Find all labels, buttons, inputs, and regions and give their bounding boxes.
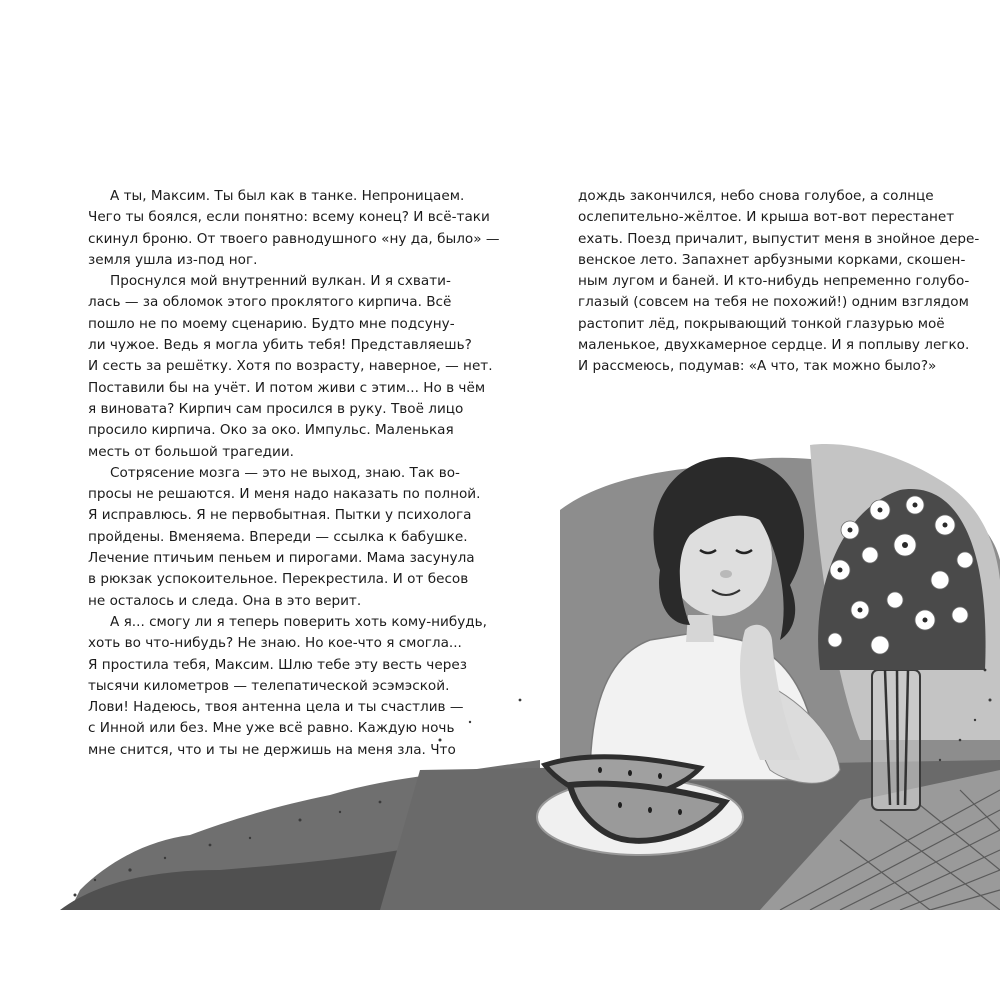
text-line: Я исправлюсь. Я не первобытная. Пытки у психолога <box>88 507 472 524</box>
text-line: ехать. Поезд причалит, выпустит меня в знойное дере- <box>578 230 980 247</box>
text-line: маленькое, двухкамерное сердце. И я поплыву легко. <box>578 337 970 354</box>
text-line: Лечение птичьим пеньем и пирогами. Мама засунула <box>88 550 475 567</box>
text-line: А ты, Максим. Ты был как в танке. Непроницаем. <box>110 188 465 204</box>
text-line: тысячи километров — телепатической эсэмэской. <box>88 677 450 694</box>
text-line: скинул броню. От твоего равнодушного «ну да, было» — <box>88 230 500 247</box>
text-line: пройдены. Вменяема. Впереди — ссылка к бабушке. <box>88 528 468 545</box>
text-line: хоть во что-нибудь? Не знаю. Но кое-что я смогла... <box>88 635 462 652</box>
text-line: глазый (совсем на тебя не похожий!) одним взглядом <box>578 294 969 311</box>
text-line: ослепительно-жёлтое. И крыша вот-вот перестанет <box>578 209 955 226</box>
text-line: И сесть за решётку. Хотя по возрасту, наверное, — нет. <box>88 358 493 375</box>
text-line: Лови! Надеюсь, твоя антенна цела и ты счастлив — <box>88 699 464 716</box>
left-page-paragraph <box>88 186 500 271</box>
text-line: просило кирпича. Око за око. Импульс. Маленькая <box>88 422 454 439</box>
illustration-svg <box>0 440 1000 910</box>
girl-nose <box>720 570 732 578</box>
text-line: Чего ты боялся, если понятно: всему конец? И всё-таки <box>88 209 490 226</box>
text-line: Я простила тебя, Максим. Шлю тебе эту весть через <box>88 656 467 673</box>
girl-neck <box>686 615 714 642</box>
text-line: с Инной или без. Мне уже всё равно. Каждую ночь <box>88 720 455 737</box>
right-page-paragraph <box>578 186 980 378</box>
left-page-paragraph <box>88 271 493 463</box>
text-line: Проснулся мой внутренний вулкан. И я схвати- <box>110 273 451 290</box>
text-line: ли чужое. Ведь я могла убить тебя! Представляешь? <box>88 337 472 354</box>
text-line: мне снится, что и ты не держишь на меня зла. Что <box>88 741 456 758</box>
text-line: месть от большой трагедии. <box>88 443 294 460</box>
right-page-text <box>578 186 980 378</box>
text-line: лась — за обломок этого проклятого кирпича. Всё <box>88 294 452 311</box>
text-line: ным лугом и баней. И кто-нибудь непременно голубо- <box>578 273 970 290</box>
text-line: венское лето. Запахнет арбузными корками, скошен- <box>578 251 966 268</box>
text-line: дождь закончился, небо снова голубое, а солнце <box>578 188 934 204</box>
text-line: Поставили бы на учёт. И потом живи с этим... Но в чём <box>88 379 486 396</box>
text-line: я виновата? Кирпич сам просился в руку. Твоё лицо <box>88 400 464 417</box>
text-line: Сотрясение мозга — это не выход, знаю. Так во- <box>110 464 460 481</box>
text-line: просы не решаются. И меня надо наказать по полной. <box>88 486 481 503</box>
text-line: земля ушла из-под ног. <box>88 251 258 268</box>
text-line: пошло не по моему сценарию. Будто мне подсуну- <box>88 315 455 332</box>
text-line: растопит лёд, покрывающий тонкой глазурью моё <box>578 315 945 332</box>
text-line: А я... смогу ли я теперь поверить хоть кому-нибудь, <box>110 613 487 630</box>
text-line: не осталось и следа. Она в это верит. <box>88 592 362 609</box>
illustration-girl-watermelon <box>0 440 1000 910</box>
text-line: И рассмеюсь, подумав: «А что, так можно было?» <box>578 358 937 375</box>
text-line: в рюкзак успокоительное. Перекрестила. И от бесов <box>88 571 469 588</box>
